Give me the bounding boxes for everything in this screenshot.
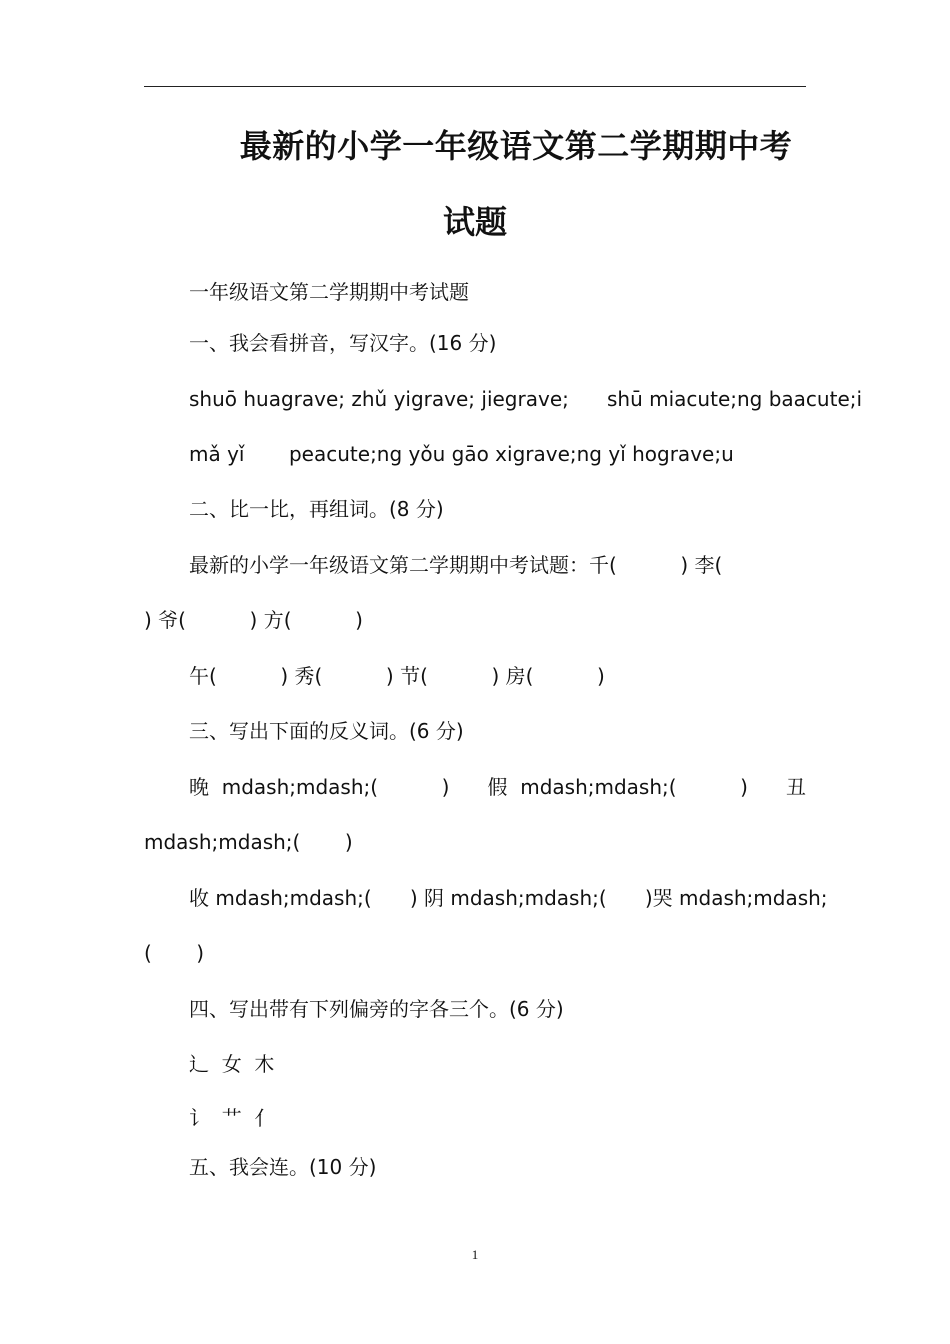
antonym-item: 哭 mdash;mdash; [652, 886, 828, 910]
question-1-heading: 一、我会看拼音，写汉字。(16 分) [189, 331, 497, 355]
document-title-line-1: 最新的小学一年级语文第二学期期中考 [239, 127, 793, 165]
subtitle: 一年级语文第二学期期中考试题 [189, 280, 469, 304]
question-2-line-1: 最新的小学一年级语文第二学期期中考试题：千( ) 李( [189, 553, 723, 577]
question-2-heading: 二、比一比，再组词。(8 分) [189, 497, 444, 521]
question-3-line-1 [189, 773, 806, 801]
question-2-line-1-continued: ) 爷( ) 方( ) [144, 608, 363, 632]
header-rule [144, 86, 806, 87]
antonym-item: 假 mdash;mdash;( ) [487, 775, 748, 799]
antonym-item: 收 mdash;mdash;( ) 阴 mdash;mdash;( ) [189, 886, 653, 910]
question-3-line-2-continued: ( ) [144, 941, 205, 965]
document-title-line-2: 试题 [442, 203, 507, 241]
page-number: 1 [471, 1247, 479, 1262]
question-2-line-2: 午( ) 秀( ) 节( ) 房( ) [189, 664, 605, 688]
question-1-pinyin-line-1: shuō huagrave; zhǔ yigrave; jiegrave; shū miacute;ng baacute;i [189, 387, 863, 411]
question-4-heading: 四、写出带有下列偏旁的字各三个。(6 分) [189, 997, 564, 1021]
question-3-line-1-continued: mdash;mdash;( ) [144, 830, 353, 854]
question-4-radicals-line-2: 讠 艹 亻 [189, 1106, 275, 1130]
antonym-item: 丑 [786, 775, 806, 799]
question-1-pinyin-line-2: mǎ yǐ peacute;ng yǒu gāo xigrave;ng yǐ hograve;u [189, 442, 734, 466]
question-3-line-2 [189, 884, 828, 912]
question-4-radicals-line-1: 辶 女 木 [189, 1052, 275, 1076]
question-5-heading: 五、我会连。(10 分) [189, 1155, 377, 1179]
question-3-heading: 三、写出下面的反义词。(6 分) [189, 719, 464, 743]
antonym-item: 晚 mdash;mdash;( ) [189, 775, 450, 799]
